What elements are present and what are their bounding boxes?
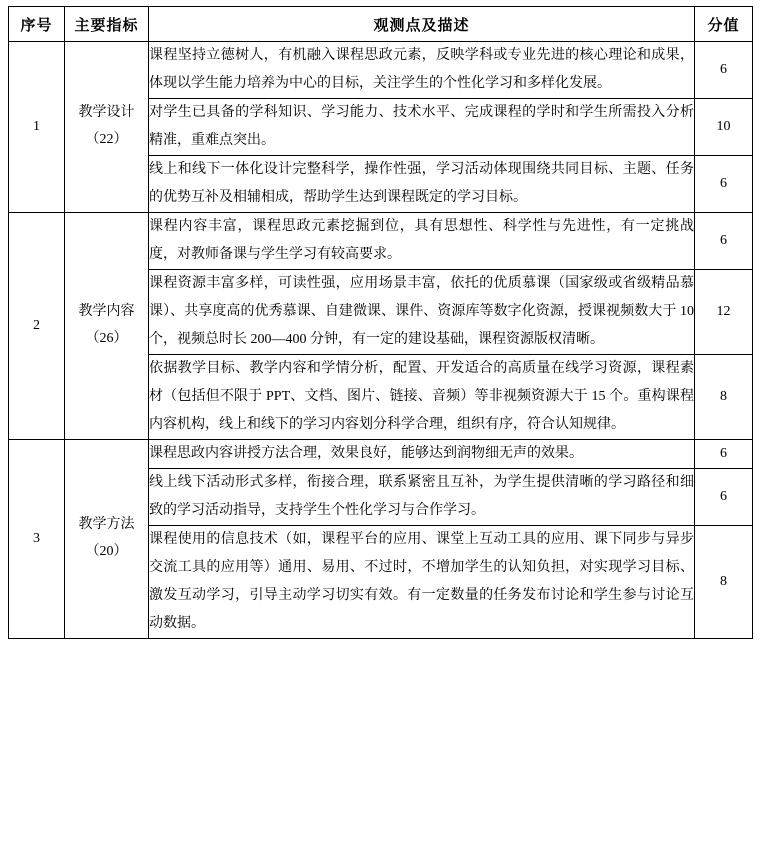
description-text: 线上线下活动形式多样，衔接合理，联系紧密且互补，为学生提供清晰的学习路径和细致的学习活动指导，支持学生个性化学习与合作学习。	[149, 475, 694, 518]
description-cell	[149, 213, 695, 270]
score-cell: 6	[695, 440, 753, 469]
description-cell	[149, 440, 695, 469]
table-header	[9, 7, 753, 42]
metric-name: 教学设计	[78, 105, 135, 121]
metric-points: （26）	[85, 331, 128, 346]
metric-cell	[65, 42, 149, 213]
metric-cell	[65, 440, 149, 639]
column-header-no: 序号	[9, 7, 65, 42]
metric-name: 教学方法	[78, 517, 135, 533]
table-row	[9, 440, 753, 469]
header-row	[9, 7, 753, 42]
table-body	[9, 42, 753, 639]
table-row	[9, 42, 753, 99]
column-header-score: 分值	[695, 7, 753, 42]
metric-cell	[65, 213, 149, 440]
score-cell: 6	[695, 469, 753, 526]
description-cell	[149, 156, 695, 213]
score-cell: 10	[695, 99, 753, 156]
description-cell	[149, 42, 695, 99]
description-text: 课程使用的信息技术（如，课程平台的应用、课堂上互动工具的应用、课下同步与异步交流工具的应用等）通用、易用、不过时，不增加学生的认知负担，对实现学习目标、激发互动学习，引导主动学习切实有效。有一定数量的任务发布讨论和学生参与讨论互动数据。	[149, 532, 694, 631]
description-text: 线上和线下一体化设计完整科学，操作性强，学习活动体现围绕共同目标、主题、任务的优势互补及相辅相成，帮助学生达到课程既定的学习目标。	[149, 162, 694, 205]
score-cell: 8	[695, 526, 753, 639]
description-cell	[149, 526, 695, 639]
description-text: 依据教学目标、教学内容和学情分析，配置、开发适合的高质量在线学习资源，课程素材（包括但不限于 PPT、文档、图片、链接、音频）等非视频资源大于 15 个。重构课程内容机构，线上和线下的学习内容划分科学合理，组织有序，符合认知规律。	[149, 361, 694, 432]
metric-points: （22）	[85, 132, 128, 147]
description-text: 课程坚持立德树人，有机融入课程思政元素，反映学科或专业先进的核心理论和成果，体现以学生能力培养为中心的目标，关注学生的个性化学习和多样化发展。	[149, 48, 694, 91]
row-number: 1	[9, 42, 65, 213]
column-header-metric: 主要指标	[65, 7, 149, 42]
score-cell: 6	[695, 42, 753, 99]
description-text: 课程内容丰富，课程思政元素挖掘到位，具有思想性、科学性与先进性，有一定挑战度，对教师备课与学生学习有较高要求。	[149, 219, 694, 262]
row-number: 3	[9, 440, 65, 639]
description-cell	[149, 355, 695, 440]
description-cell	[149, 99, 695, 156]
metric-points: （20）	[85, 544, 128, 559]
rubric-table	[8, 6, 753, 639]
column-header-description: 观测点及描述	[149, 7, 695, 42]
score-cell: 8	[695, 355, 753, 440]
description-cell	[149, 469, 695, 526]
description-cell	[149, 270, 695, 355]
score-cell: 12	[695, 270, 753, 355]
description-text: 对学生已具备的学科知识、学习能力、技术水平、完成课程的学时和学生所需投入分析精准，重难点突出。	[149, 105, 694, 148]
description-text: 课程资源丰富多样，可读性强，应用场景丰富，依托的优质慕课（国家级或省级精品慕课）、共享度高的优秀慕课、自建微课、课件、资源库等数字化资源，授课视频数大于 10 个，视频总时长 200—400 分钟，有一定的建设基础，课程资源版权清晰。	[149, 276, 694, 347]
row-number: 2	[9, 213, 65, 440]
metric-name: 教学内容	[78, 304, 135, 320]
description-text: 课程思政内容讲授方法合理，效果良好，能够达到润物细无声的效果。	[149, 446, 583, 461]
score-cell: 6	[695, 213, 753, 270]
score-cell: 6	[695, 156, 753, 213]
table-row	[9, 213, 753, 270]
